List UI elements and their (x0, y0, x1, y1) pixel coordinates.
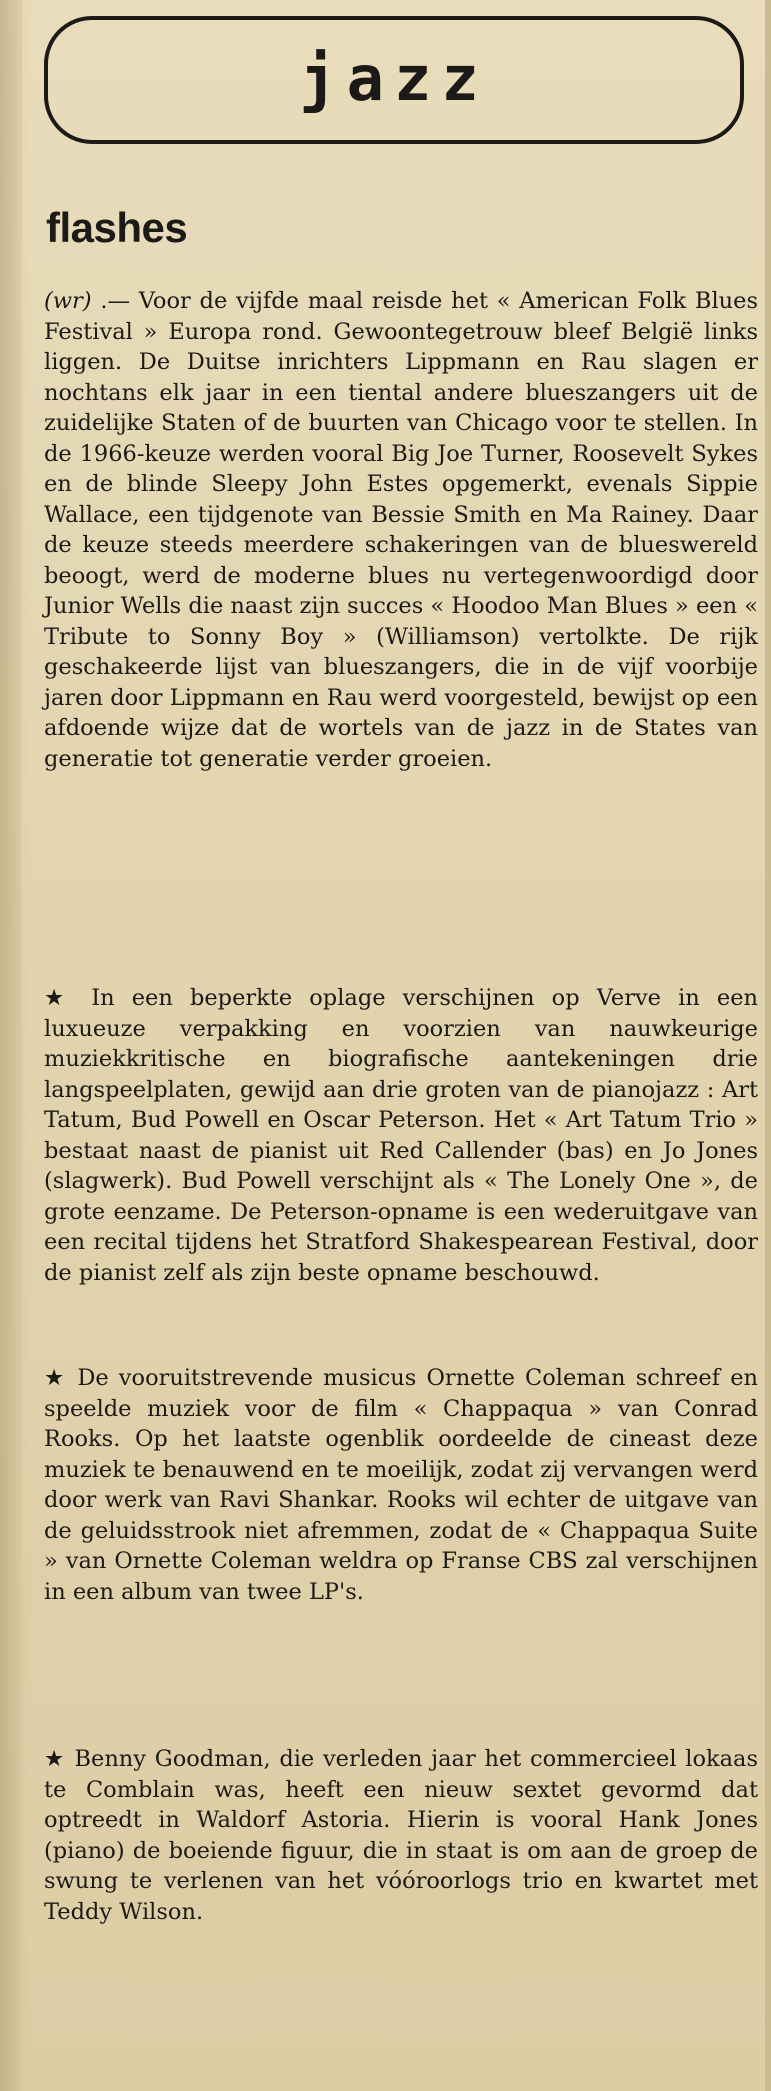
article-paragraph (44, 1363, 758, 1607)
column-masthead (44, 16, 744, 144)
page-fold-shadow (0, 0, 22, 2091)
section-heading: flashes (46, 204, 188, 251)
star-bullet: ★ (44, 1365, 68, 1391)
article-text: .— Voor de vijfde maal reisde het « American Folk Blues Festival » Europa rond. Gewoontegetrouw bleef België links liggen. De Duitse inrichters Lippmann en Rau slagen er nochtans elk jaar in een tiental andere blueszangers uit de zuidelijke Staten of de buurten van Chicago voor te stellen. In de 1966-keuze werden vooral Big Joe Turner, Roosevelt Sykes en de blinde Sleepy John Estes opgemerkt, evenals Sippie Wallace, een tijdgenote van Bessie Smith en Ma Rainey. Daar de keuze steeds meerdere schakeringen van de blueswereld beoogt, werd de moderne blues nu vertegenwoordigd door Junior Wells die naast zijn succes « Hoodoo Man Blues » een « Tribute to Sonny Boy » (Williamson) vertolkte. De rijk geschakeerde lijst van blueszangers, die in de vijf voorbije jaren door Lippmann en Rau werd voorgesteld, bewijst op een afdoende wijze dat de wortels van de jazz in de States van generatie tot generatie verder groeien. (44, 288, 758, 772)
article-paragraph (44, 983, 758, 1288)
star-bullet: ★ (44, 1746, 66, 1772)
article-text: De vooruitstrevende musicus Ornette Coleman schreef en speelde muziek voor de film « Chappaqua » van Conrad Rooks. Op het laatste ogenblik oordeelde de cineast deze muziek te benauwend en te moeilijk, zodat zij vervangen werd door werk van Ravi Shankar. Rooks wil echter de uitgave van de geluidsstrook niet afremmen, zodat de « Chappaqua Suite » van Ornette Coleman weldra op Franse CBS zal verschijnen in een album van twee LP's. (44, 1365, 758, 1605)
page-edge (765, 0, 771, 2091)
article-text: In een beperkte oplage verschijnen op Verve in een luxueuze verpakking en voorzien van nauwkeurige muziekkritische en biografische aantekeningen drie langspeelplaten, gewijd aan drie groten van de pianojazz : Art Tatum, Bud Powell en Oscar Peterson. Het « Art Tatum Trio » bestaat naast de pianist uit Red Callender (bas) en Jo Jones (slagwerk). Bud Powell verschijnt als « The Lonely One », de grote eenzame. De Peterson-opname is een wederuitgave van een recital tijdens het Stratford Shakespearean Festival, door de pianist zelf als zijn beste opname beschouwd. (44, 985, 759, 1286)
article-paragraph (44, 1744, 758, 1927)
star-bullet: ★ (44, 985, 75, 1011)
article-paragraph (44, 286, 758, 774)
article-text: Benny Goodman, die verleden jaar het commercieel lokaas te Comblain was, heeft een nieuw sextet gevormd dat optreedt in Waldorf Astoria. Hierin is vooral Hank Jones (piano) de boeiende figuur, die in staat is om aan de groep de swung te verlenen van het vóóroorlogs trio en kwartet met Teddy Wilson. (44, 1746, 759, 1925)
author-initials: (wr) (44, 288, 92, 314)
masthead-title: jazz (299, 42, 489, 115)
